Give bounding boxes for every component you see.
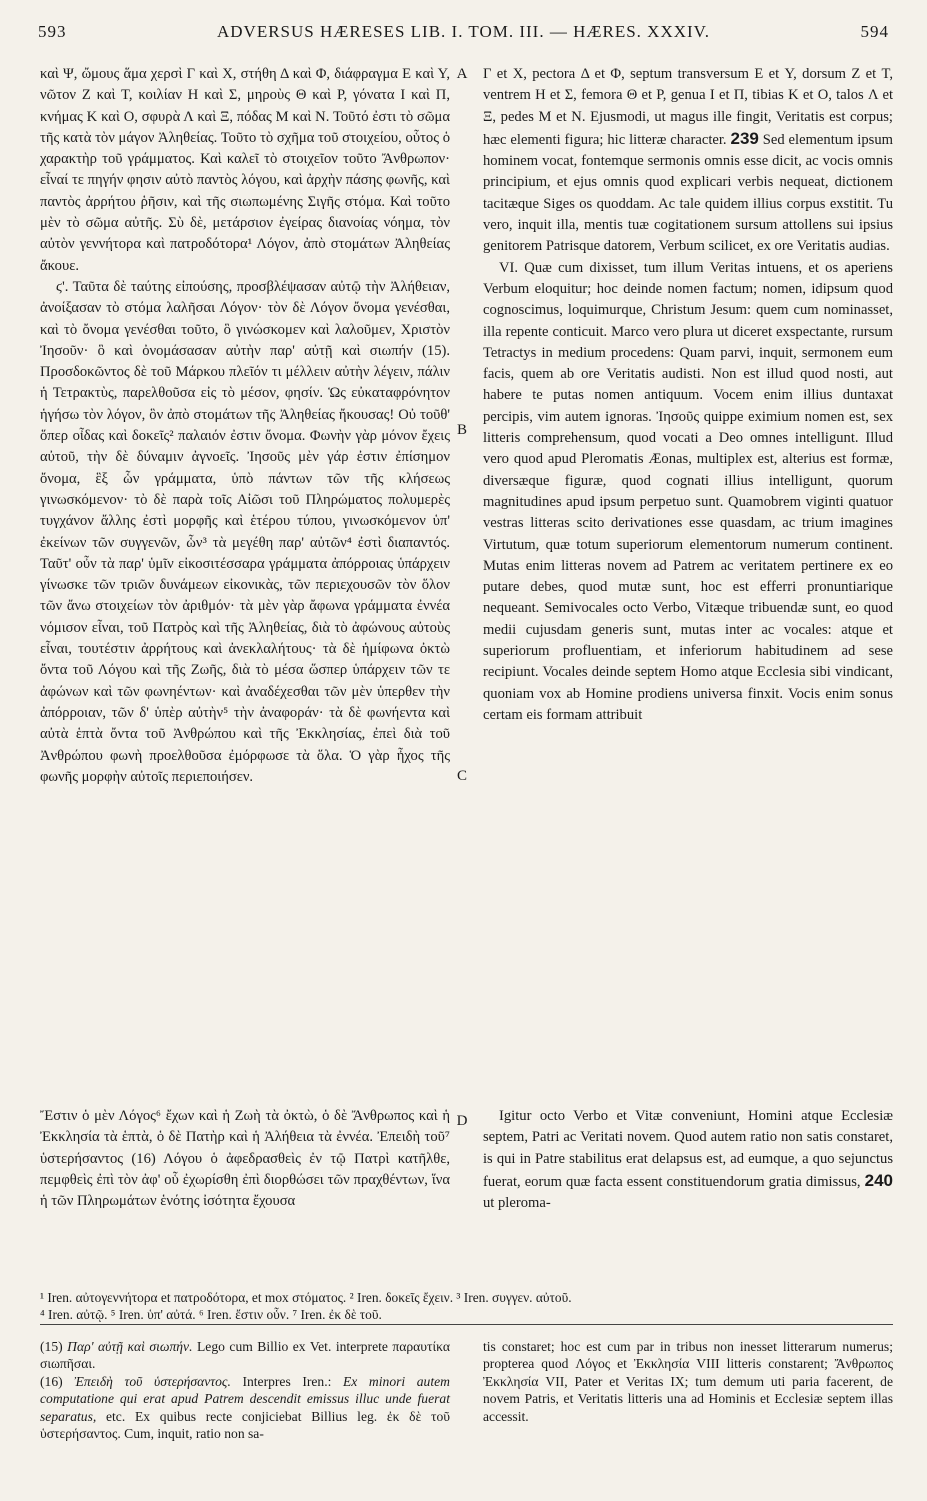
- greek-paragraph-1: καὶ Ψ, ὤμους ἅμα χερσὶ Γ καὶ Χ, στήθη Δ καὶ Φ, διάφραγμα Ε καὶ Υ, νῶτον Ζ καὶ Τ, κοιλίαν Η καὶ Σ, μηροὺς Θ καὶ Ρ, γόνατα Ι καὶ Π, κνήμας Κ καὶ Ο, σφυρὰ Λ καὶ Ξ, πόδας Μ καὶ Ν. Τοῦτό ἐστι τὸ σῶμα τῆς κατὰ τὸν μάγον Ἀληθείας. Τοῦτο τὸ σχῆμα τοῦ στοιχείου, οὗτος ὁ χαρακτὴρ τοῦ γράμματος. Καὶ καλεῖ τὸ στοιχεῖον τοῦτο Ἄνθρωπον· εἶναί τε πηγήν φησιν αὐτὸ παντὸς λόγου, καὶ ἀρχὴν πάσης φωνῆς, καὶ παντὸς ἀρρήτου ῥῆσιν, καὶ τῆς σιωπωμένης Σιγῆς στόμα. Καὶ τοῦτο μὲν τὸ σῶμα αὐτῆς. Σὺ δὲ, μετάρσιον ἐγείρας διανοίας νόημα, τὸν αὐτὸν γεννήτορα καὶ πατροδότορα¹ Λόγον, ἀπὸ στομάτων Ἀληθείας ἄκουε.: [40, 66, 450, 274]
- margin-letter-d: D: [456, 1113, 468, 1129]
- latin-paragraph-2: VI. Quæ cum dixisset, tum illum Veritas intuens, et os aperiens Verbum eloquitur; hoc deinde nomen factum; nomen, idipsum quod cognoscimus, loquimurque, Christum Jesum: quem cum nominasset, illa repente conticuit. Marco vero plura ut diceret exspectante, rursum Tetractys in medium procedens: Quam parvi, inquit, sermonem eum facis, quem ab ore Veritatis audisti. Non est illud quod nosti, aut habere te putas nomen antiquum. Vocem enim illius duntaxat percipis, vim autem ignoras. Ἰησοῦς quippe eximium nomen est, sex litteris comprehensum, quod vocati a Deo omnes intelligunt. Illud vero quod apud Pleromatis Æonas, multiplex est, alterius est formæ, diversæque figuræ, quod cognati illius intelligunt, quorum magnitudines apud ipsum perpetuo sunt. Quamobrem viginti quatuor vestras litteras scito derivationes esse quasdam, ac trium imagines Virtutum, quæ totum superiorum elementorum numerum continent. Mutas enim litteras novem ad Patrem ac veritatem pertinere ex eo putare debes, quod mutæ sunt, hoc est efferri pronuntiarique nequeant. Semivocales octo Verbo, Vitæque tribuendæ sunt, eo quod medii cujusdam generis sunt, mutas inter ac vocales: atque et superiorum profluentiam, et inferiorum habitudinem ad sese recipiunt. Vocales deinde septem Homo atque Ecclesia sibi vindicant, quoniam vox ab Homine prodiens universa finxit. Vocis enim sonus certam eis formam attribuit: [483, 259, 893, 723]
- note-16-text: etc. Ex quibus recte conjiciebat Billius leg. ἐκ δὲ τοῦ ὑστερήσαντος. Cum, inquit, ratio non sa-: [40, 1408, 450, 1442]
- footnote-line-1: ¹ Iren. αὐτογεννήτορα et πατροδότορα, et mox στόματος. ² Iren. δοκεῖς ἔχειν. ³ Iren. συγγεν. αὐτοῦ.: [40, 1290, 572, 1305]
- note-16-continued: tis constaret; hoc est cum par in tribus non inesset litterarum numerus; propterea quod Λόγος et Ἐκκλησία VIII litteris constarent; Ἄνθρωπος Ἐκκλησία VII, Pater et Veritas IX; tum demum uti paria facerent, de novem Patris, et Veritatis litteris una ad Hominis et Ecclesiæ septem illas accessit.: [483, 1339, 893, 1424]
- column-number-239: 239: [730, 128, 759, 148]
- note-15-lemma: Παρ' αὐτῇ καὶ σιωπήν.: [67, 1339, 193, 1354]
- note-15-text: Lego cum Billio ex Vet. interprete παραυτίκα σιωπῆσαι.: [40, 1339, 451, 1372]
- page-number-left: 593: [38, 22, 67, 41]
- editor-notes-right: [483, 1338, 893, 1425]
- note-16-quote: Ex minori autem computatione qui erat apud Patrem descendit emissus illuc unde fuerat separatus,: [40, 1373, 450, 1424]
- note-16: [40, 1373, 450, 1443]
- editor-notes-left: [40, 1338, 450, 1442]
- greek-paragraph-3: Ἔστιν ὁ μὲν Λόγος⁶ ἔχων καὶ ἡ Ζωὴ τὰ ὀκτὼ, ὁ δὲ Ἄνθρωπος καὶ ἡ Ἐκκλησία τὰ ἑπτὰ, ὁ δὲ Πατὴρ καὶ ἡ Ἀλήθεια τὰ ἐννέα. Ἐπειδὴ τοῦ⁷ ὑστερήσαντος (16) Λόγου ὁ ἀφεδρασθεὶς ἐν τῷ Πατρὶ κατῆλθε, πεμφθεὶς ἐπὶ τὸν ἀφ' οὗ ἐχωρίσθη ἐπὶ διορθώσει τῶν πραχθέντων, ἵνα ἡ τῶν Πληρωμάτων ἑνότης ἰσότητα ἔχουσα: [40, 1108, 450, 1210]
- latin-column-lower: [483, 1106, 893, 1214]
- footnote-divider: [40, 1324, 893, 1325]
- latin-column: [483, 64, 893, 726]
- footnote-line-2: ⁴ Iren. αὐτῷ. ⁵ Iren. ὑπ' αὐτά. ⁶ Iren. ἔστιν οὖν. ⁷ Iren. ἐκ δὲ τοῦ.: [40, 1307, 382, 1322]
- latin-paragraph-1a: Γ et Χ, pectora Δ et Φ, septum transversum Ε et Υ, dorsum Ζ et Τ, ventrem Η et Σ, femora Θ et Ρ, genua Ι et Π, tibias Κ et Ο, talos Λ et Ξ, pedes Μ et Ν. Ejusmodi, ut magus ille fingit, Veritatis est corpus; hæc elementi figura; hic litteræ character.: [483, 66, 893, 148]
- greek-column: [40, 64, 450, 788]
- column-number-240: 240: [864, 1170, 893, 1190]
- running-title: ADVERSUS HÆRESES LIB. I. TOM. III. — HÆRES. XXXIV.: [217, 22, 710, 41]
- margin-letter-b: B: [456, 422, 467, 438]
- page-number-right: 594: [860, 22, 889, 41]
- latin-paragraph-3b: ut pleroma-: [483, 1195, 551, 1212]
- running-header: [38, 22, 889, 48]
- variant-footnotes: [40, 1289, 893, 1323]
- note-15: [40, 1338, 450, 1373]
- latin-paragraph-3: [483, 1106, 893, 1214]
- margin-letter-a: A: [456, 66, 468, 82]
- note-16-interpres: Interpres Iren.:: [242, 1373, 332, 1389]
- margin-letter-c: C: [456, 768, 467, 784]
- greek-paragraph-2: ϛ'. Ταῦτα δὲ ταύτης εἰπούσης, προσβλέψασαν αὐτῷ τὴν Ἀλήθειαν, ἀνοίξασαν τὸ στόμα λαλῆσαι Λόγον· τὸν δὲ Λόγον ὄνομα γενέσθαι, καὶ τὸ ὄνομα γενέσθαι τοῦτο, ὃ γινώσκομεν καὶ λαλοῦμεν, Χριστὸν Ἰησοῦν· ὃ καὶ ὀνομάσασαν αὐτὴν παρ' αὐτῇ καὶ σιωπήν (15). Προσδοκῶντος δὲ τοῦ Μάρκου πλεῖόν τι μέλλειν αὐτὴν λέγειν, πάλιν ἡ Τετρακτὺς, παρελθοῦσα εἰς τὸ μέσον, φησίν. Ὡς εὐκαταφρόνητον ἡγήσω τὸν λόγον, ὃν ἀπὸ στομάτων τῆς Ἀληθείας ἤκουσας! Οὐ τοῦθ' ὅπερ οἶδας καὶ δοκεῖς² παλαιόν ἐστιν ὄνομα. Φωνὴν γὰρ μόνον ἔχεις αὐτοῦ, τὴν δὲ δύναμιν ἀγνοεῖς. Ἰησοῦς μὲν γάρ ἐστιν ἐπίσημον ὄνομα, ἓξ ὧν γράμματα, ὑπὸ πάντων τῶν τῆς κλήσεως γινωσκόμενον· τὸ δὲ παρὰ τοῖς Αἰῶσι τοῦ Πληρώματος πολυμερὲς τυγχάνον ἄλλης ἐστὶ μορφῆς καὶ ἑτέρου τύπου, γινωσκόμενον ὑπ' ἐκείνων τῶν συγγενῶν, ὧν³ τὰ μεγέθη παρ' αὐτῶν⁴ ἐστὶ διαπαντός. Ταῦτ' οὖν τὰ παρ' ὑμῖν εἰκοσιτέσσαρα γράμματα ἀπόρροιας ὑπάρχειν γίνωσκε τῶν τριῶν δυνάμεων εἰκονικὰς, τῶν περιεχουσῶν τὸν ὅλον τῶν ἄνω στοιχείων τὸν ἀριθμόν· τὰ μὲν γὰρ ἄφωνα γράμματα ἐννέα νόμισον εἶναι, τοῦ Πατρὸς καὶ τῆς Ἀληθείας, διὰ τὸ ἀφώνους αὐτοὺς εἶναι, τουτέστιν ἀρρήτους καὶ ἀνεκλαλήτους· τὰ δὲ ἡμίφωνα ὀκτὼ ὄντα τοῦ Λόγου καὶ τῆς Ζωῆς, διὰ τὸ μέσα ὥσπερ ὑπάρχειν τῶν τε ἀφώνων καὶ τῶν φωνηέντων· καὶ ἀναδέχεσθαι τῶν μὲν ὑπερθεν τὴν ἀπόρροιαν, τῶν δ' ὑπὲρ αὐτὴν⁵ τὴν ἀναφοράν· τὰ δὲ φωνήεντα καὶ αὐτὰ ἑπτὰ ὄντα τοῦ Ἀνθρώπου καὶ τῆς Ἐκκλησίας, ἐπεὶ διὰ τοῦ Ἀνθρώπου φωνὴ προελθοῦσα ἐμόρφωσε τὰ ὅλα. Ὁ γὰρ ἦχος τῆς φωνῆς μορφὴν αὐτοῖς περιεποιήσεν.: [40, 278, 450, 785]
- greek-column-lower: [40, 1106, 450, 1212]
- latin-paragraph-1b: Sed elementum ipsum hominem vocat, fontemque sermonis omnis esse dicit, ac vocis omnis principium, et ejus omnis quod explicari verbis nequeat, dictionem tacitæque Siges os quoddam. Ac tale quidem illius corpus exstitit. Tu vero, inquit illa, mentis tuæ cogitationem sursum attollens sui ipsius genitorem Patrisque datorem, Verbum scilicet, ex ore Veritatis audias.: [483, 131, 893, 255]
- latin-paragraph-1: [483, 64, 893, 258]
- latin-paragraph-3a: Igitur octo Verbo et Vitæ conveniunt, Homini atque Ecclesiæ septem, Patri ac Veritati novem. Quod autem ratio non satis constaret, is qui in Patre stabilitus erat delapsus est, ad eumque, a quo sejunctus fuerat, eorum quæ facta essent constituendorum gratia dimissus,: [483, 1108, 893, 1190]
- note-16-lead: (16): [40, 1373, 63, 1389]
- note-15-lead: (15): [40, 1339, 63, 1354]
- note-16-lemma: Ἐπειδὴ τοῦ ὑστερήσαντος.: [74, 1373, 231, 1389]
